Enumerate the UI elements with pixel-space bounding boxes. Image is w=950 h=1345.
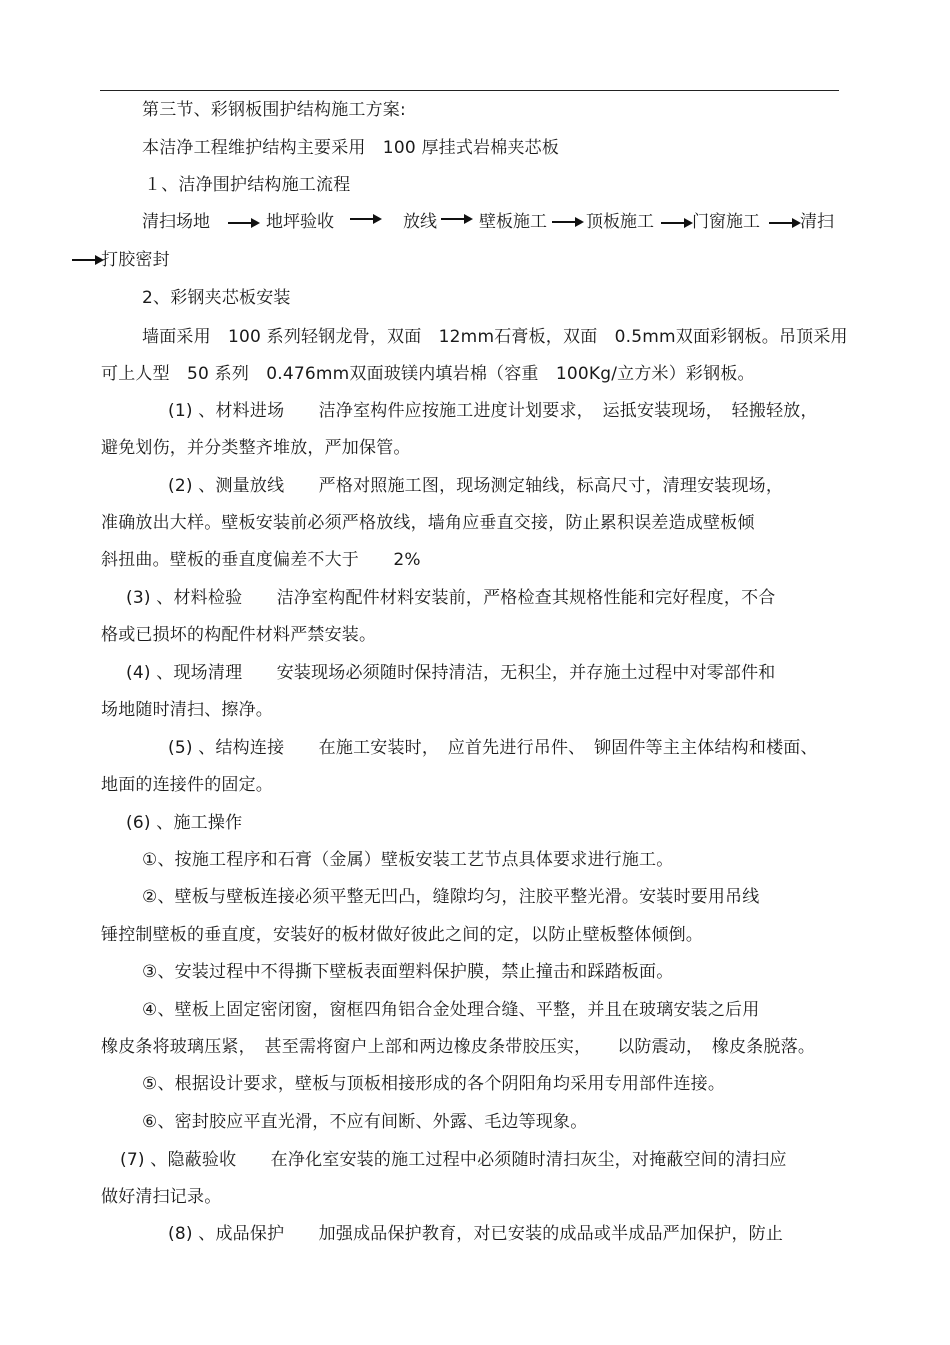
flow-step: 放线 [403,212,437,232]
header-rule [100,90,839,91]
arrow-right-icon [72,255,104,265]
item-5-line: (5) 、结构连接 在施工安装时， 应首先进行吊件、 铆固件等主主体结构和楼面、 [168,738,818,758]
item-5-line: 地面的连接件的固定。 [101,775,273,795]
flow-step: 清扫 [800,212,834,232]
item-4-line: 场地随时清扫、擦净。 [101,700,273,720]
process-flow [0,212,950,234]
item-1-line: (1) 、材料进场 洁净室构件应按施工进度计划要求， 运抵安装现场， 轻搬轻放， [168,401,818,421]
arrow-right-icon [228,218,260,228]
item-6-heading: (6) 、施工操作 [126,813,243,833]
flow-step: 清扫场地 [142,212,210,232]
intro-line: 本洁净工程维护结构主要采用 100 厚挂式岩棉夹芯板 [142,138,560,158]
flow-step: 壁板施工 [479,212,547,232]
item-7-line: (7) 、隐蔽验收 在净化室安装的施工过程中必须随时清扫灰尘，对掩蔽空间的清扫应 [120,1150,787,1170]
sub-item-line: ③、安装过程中不得撕下壁板表面塑料保护膜，禁止撞击和踩踏板面。 [142,962,674,982]
arrow-right-icon [350,214,382,224]
item-7-line: 做好清扫记录。 [101,1187,222,1207]
sub-item-line: ⑤、根据设计要求，壁板与顶板相接形成的各个阴阳角均采用专用部件连接。 [142,1074,726,1094]
item-3-line: 格或已损坏的构配件材料严禁安装。 [101,625,377,645]
item-4-line: (4) 、现场清理 安装现场必须随时保持清洁，无积尘，并存施土过程中对零部件和 [126,663,776,683]
flow-step: 地坪验收 [266,212,334,232]
item-8-line: (8) 、成品保护 加强成品保护教育，对已安装的成品或半成品严加保护，防止 [168,1224,784,1244]
item-3-line: (3) 、材料检验 洁净室构配件材料安装前，严格检查其规格性能和完好程度，不合 [126,588,776,608]
subheading-install: 2、彩钢夹芯板安装 [142,288,291,308]
item-2-line: 准确放出大样。壁板安装前必须严格放线，墙角应垂直交接，防止累积误差造成壁板倾 [101,513,755,533]
section-title: 第三节、彩钢板围护结构施工方案: [142,100,406,120]
paragraph-line: 墙面采用 100 系列轻钢龙骨，双面 12mm石膏板，双面 0.5mm双面彩钢板。吊顶采用 [142,327,848,347]
arrow-right-icon [552,217,584,227]
arrow-right-icon [769,218,801,228]
item-1-line: 避免划伤，并分类整齐堆放，严加保管。 [101,438,411,458]
flow-continuation: 打胶密封 [101,250,170,270]
sub-item-line: ①、按施工程序和石膏（金属）壁板安装工艺节点具体要求进行施工。 [142,850,674,870]
paragraph-line: 可上人型 50 系列 0.476mm双面玻镁内填岩棉（容重 100Kg/立方米）彩钢板。 [101,364,755,384]
flow-step: 门窗施工 [692,212,760,232]
flow-step: 顶板施工 [586,212,654,232]
sub-item-line: ④、壁板上固定密闭窗，窗框四角铝合金处理合缝、平整，并且在玻璃安装之后用 [142,1000,760,1020]
item-2-line: (2) 、测量放线 严格对照施工图，现场测定轴线，标高尺寸，清理安装现场， [168,476,784,496]
subheading-process: １、洁净围护结构施工流程 [144,175,351,195]
sub-item-line: ⑥、密封胶应平直光滑，不应有间断、外露、毛边等现象。 [142,1112,588,1132]
item-2-line: 斜扭曲。壁板的垂直度偏差不大于 2% [101,550,421,570]
sub-item-line: 橡皮条将玻璃压紧， 甚至需将窗户上部和两边橡皮条带胶压实， 以防震动， 橡皮条脱落。 [101,1037,816,1057]
arrow-right-icon [661,218,693,228]
arrow-right-icon [441,214,473,224]
sub-item-line: 锤控制壁板的垂直度，安装好的板材做好彼此之间的定，以防止壁板整体倾倒。 [101,925,703,945]
sub-item-line: ②、壁板与壁板连接必须平整无凹凸，缝隙均匀，注胶平整光滑。安装时要用吊线 [142,887,760,907]
